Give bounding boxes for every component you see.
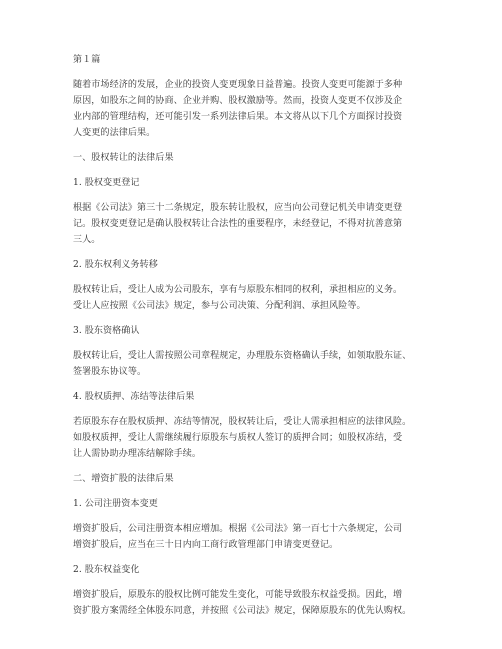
item-heading: [73, 323, 435, 339]
text-line: 二、增资扩股的法律后果: [73, 474, 174, 484]
text-line: 一、股权转让的法律后果: [73, 153, 174, 163]
text-line: 业内部的管理结构，还可能引发一系列法律后果。本文将从以下几个方面探讨投资: [73, 112, 403, 122]
text-line: 根据《公司法》第三十二条规定，股东转让股权，应当向公司登记机关申请变更登: [73, 203, 403, 213]
text-line: 受让人应按照《公司法》规定，参与公司决策、分配利润、承担风险等。: [73, 301, 366, 311]
intro-paragraph: [73, 77, 435, 141]
text-line: 1. 公司注册资本变更: [73, 499, 158, 509]
text-line: 增资扩股后，应当在三十日内向工商行政管理部门申请变更登记。: [73, 540, 339, 550]
item-paragraph: [73, 414, 435, 462]
document-body: [73, 52, 435, 628]
item-paragraph: [73, 521, 435, 553]
text-line: 4. 股权质押、冻结等法律后果: [73, 392, 195, 402]
text-line: 若原股东存在股权质押、冻结等情况，股权转让后，受让人需承担相应的法律风险。: [73, 417, 412, 427]
section-heading: [73, 471, 435, 487]
item-heading: [73, 175, 435, 191]
text-line: 如股权质押，受让人需继续履行原股东与质权人签订的质押合同；如股权冻结，受: [73, 433, 403, 443]
text-line: 增资扩股后，原股东的股权比例可能发生变化，可能导致股东权益受损。因此，增: [73, 590, 403, 600]
text-line: 原因，如股东之间的协商、企业并购、股权激励等。然而，投资人变更不仅涉及企: [73, 96, 403, 106]
text-line: 第１篇: [73, 55, 101, 65]
item-paragraph: [73, 587, 435, 619]
section-heading: [73, 150, 435, 166]
item-heading: [73, 562, 435, 578]
item-paragraph: [73, 200, 435, 248]
text-line: 三人。: [73, 235, 101, 245]
text-line: 1. 股权变更登记: [73, 178, 140, 188]
item-heading: [73, 257, 435, 273]
text-line: 股权转让后，受让人成为公司股东，享有与原股东相同的权利，承担相应的义务。: [73, 285, 403, 295]
item-heading: [73, 496, 435, 512]
text-line: 人变更的法律后果。: [73, 128, 156, 138]
text-line: 签署股东协议等。: [73, 367, 147, 377]
document-title: [73, 52, 435, 68]
item-paragraph: [73, 282, 435, 314]
text-line: 股权转让后，受让人需按照公司章程规定，办理股东资格确认手续，如领取股东证、: [73, 351, 412, 361]
item-paragraph: [73, 348, 435, 380]
item-heading: [73, 389, 435, 405]
text-line: 记。股权变更登记是确认股权转让合法性的重要程序，未经登记，不得对抗善意第: [73, 219, 403, 229]
text-line: 2. 股东权益变化: [73, 565, 140, 575]
text-line: 让人需协助办理冻结解除手续。: [73, 449, 202, 459]
text-line: 2. 股东权利义务转移: [73, 260, 158, 270]
text-line: 随着市场经济的发展，企业的投资人变更现象日益普遍。投资人变更可能源于多种: [73, 80, 403, 90]
text-line: 3. 股东资格确认: [73, 326, 140, 336]
text-line: 资扩股方案需经全体股东同意，并按照《公司法》规定，保障原股东的优先认购权。: [73, 606, 412, 616]
text-line: 增资扩股后，公司注册资本相应增加。根据《公司法》第一百七十六条规定，公司: [73, 524, 403, 534]
